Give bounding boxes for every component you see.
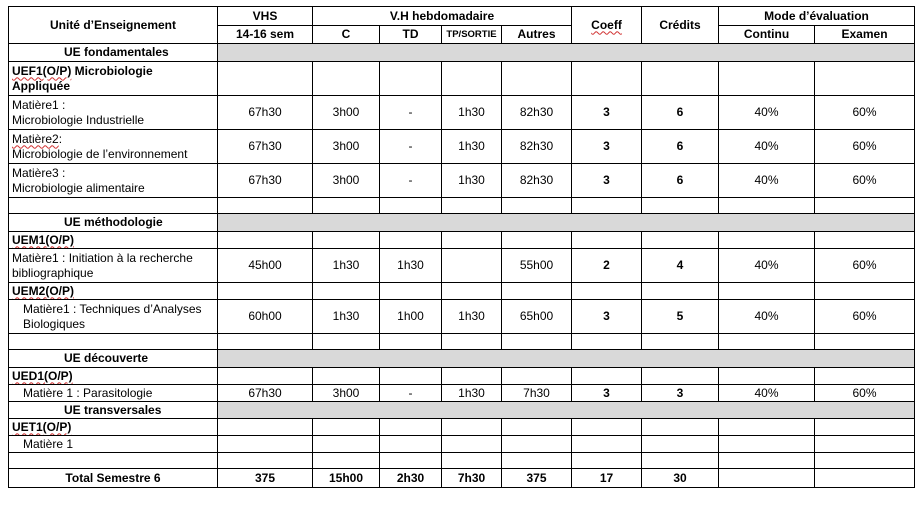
header-continu: Continu (719, 26, 815, 44)
total-label: Total Semestre 6 (9, 469, 218, 488)
subject-name: Matière2: Microbiologie de l’environnement (9, 130, 218, 164)
header-coeff: Coeff (572, 7, 642, 44)
ue-code: UEM2(O/P) (9, 283, 218, 300)
table-row: Matière2: Microbiologie de l’environnement 67h30 3h00 - 1h30 82h30 3 6 40% 60% (9, 130, 915, 164)
subject-name: Matière 1 : Parasitologie (9, 385, 218, 402)
ue-code: UEF1(O/P) Microbiologie Appliquée (9, 62, 218, 96)
section-title: UE transversales (9, 402, 218, 419)
header-vh-weekly: V.H hebdomadaire (313, 7, 572, 26)
total-row: Total Semestre 6 375 15h00 2h30 7h30 375 17 30 (9, 469, 915, 488)
header-credits: Crédits (642, 7, 719, 44)
table-row: Matière 1 : Parasitologie 67h30 3h00 - 1h30 7h30 3 3 40% 60% (9, 385, 915, 402)
subject-name: Matière1 : Techniques d’Analyses Biologiques (9, 300, 218, 334)
section-ue-transversales (9, 402, 915, 419)
subject-name: Matière 1 (9, 436, 218, 453)
ue-code-row (9, 368, 915, 385)
empty-row (9, 334, 915, 350)
header-vhs-sub: 14-16 sem (218, 26, 313, 44)
ue-code: UEM1(O/P) (9, 232, 218, 249)
header-td: TD (380, 26, 442, 44)
table-row (9, 436, 915, 453)
header-unit: Unité d’Enseignement (9, 7, 218, 44)
ue-code: UET1(O/P) (9, 419, 218, 436)
ue-code-row (9, 419, 915, 436)
ue-code-row (9, 232, 915, 249)
table-row: Matière3 : Microbiologie alimentaire 67h30 3h00 - 1h30 82h30 3 6 40% 60% (9, 164, 915, 198)
ue-code-row (9, 283, 915, 300)
header-mode: Mode d’évaluation (719, 7, 915, 26)
header-tp: TP/SORTIE (442, 26, 502, 44)
header-examen: Examen (815, 26, 915, 44)
header-row-1 (9, 7, 915, 26)
section-ue-fondamentales (9, 44, 915, 62)
header-vhs: VHS (218, 7, 313, 26)
section-ue-decouverte (9, 350, 915, 368)
section-ue-methodologie (9, 214, 915, 232)
subject-name: Matière3 : Microbiologie alimentaire (9, 164, 218, 198)
ue-code: UED1(O/P) (9, 368, 218, 385)
table-row: Matière1 : Microbiologie Industrielle 67h30 3h00 - 1h30 82h30 3 6 40% 60% (9, 96, 915, 130)
section-title: UE découverte (9, 350, 218, 368)
header-autres: Autres (502, 26, 572, 44)
table-row: Matière1 : Techniques d’Analyses Biologiques 60h00 1h30 1h00 1h30 65h00 3 5 40% 60% (9, 300, 915, 334)
ue-code-row (9, 62, 915, 96)
header-c: C (313, 26, 380, 44)
subject-name: Matière1 : Microbiologie Industrielle (9, 96, 218, 130)
empty-row (9, 453, 915, 469)
section-title: UE méthodologie (9, 214, 218, 232)
subject-name: Matière1 : Initiation à la recherche bibliographique (9, 249, 218, 283)
empty-row (9, 198, 915, 214)
table-row: Matière1 : Initiation à la recherche bibliographique 45h00 1h30 1h30 55h00 2 4 40% 60% (9, 249, 915, 283)
section-title: UE fondamentales (9, 44, 218, 62)
semester-table (8, 6, 915, 488)
